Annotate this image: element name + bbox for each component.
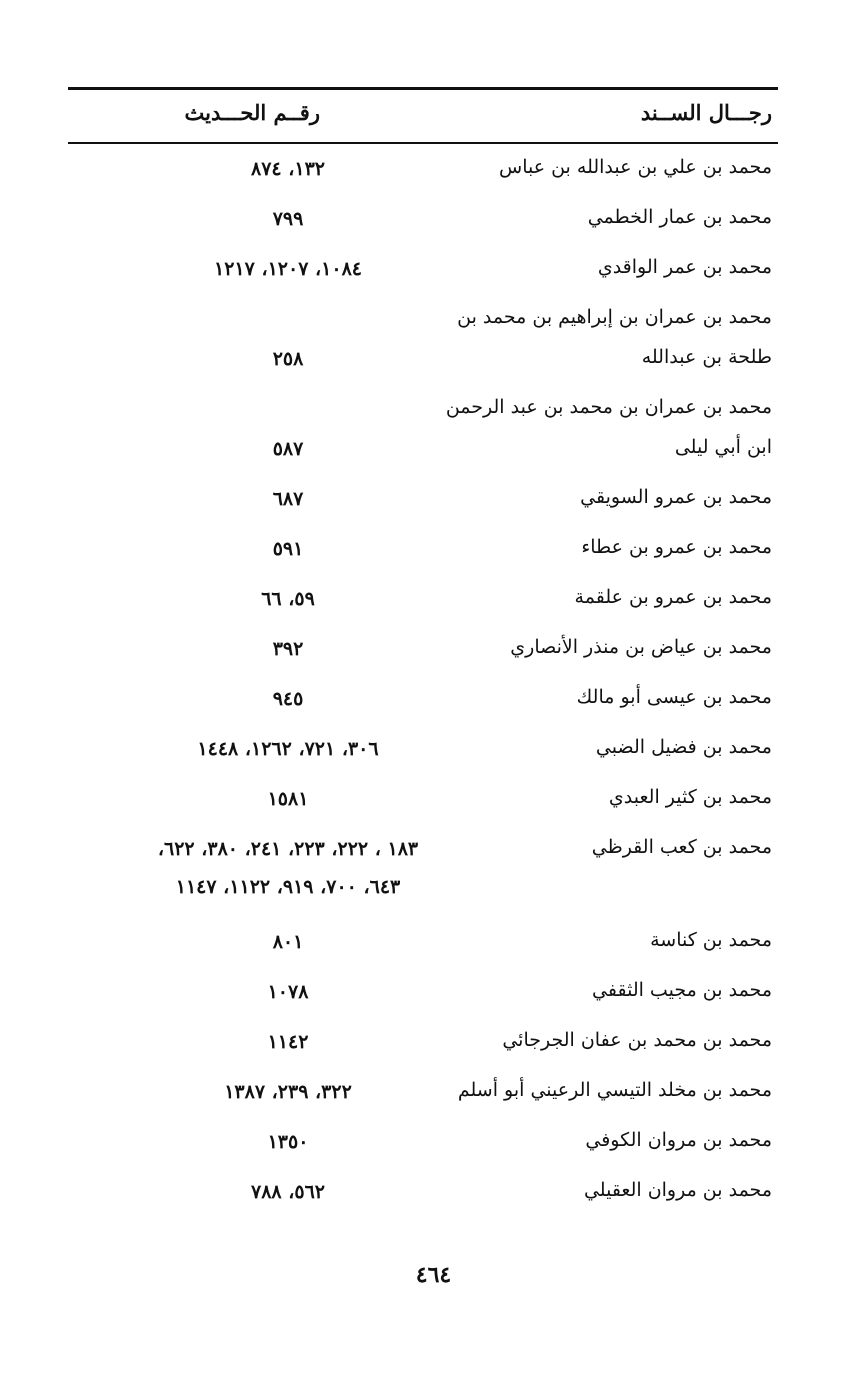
hadith-numbers: ٢٥٨ — [272, 348, 304, 370]
hadith-numbers: ٦٨٧ — [272, 488, 304, 510]
header-narrators: رجـــال الســند — [640, 100, 772, 125]
list-item — [68, 1023, 778, 1073]
hadith-numbers: ١٨٣ ، ٢٢٢، ٢٢٣، ٢٤١، ٣٨٠، ٦٢٢، — [157, 838, 419, 860]
narrator-name: محمد بن محمد بن عفان الجرجائي — [502, 1029, 772, 1051]
narrator-name: محمد بن عمران بن إبراهيم بن محمد بن — [457, 306, 772, 328]
hadith-numbers: ١١٤٢ — [267, 1031, 309, 1053]
narrator-name: محمد بن عياض بن منذر الأنصاري — [510, 636, 772, 658]
hadith-numbers: ٨٠١ — [272, 931, 304, 953]
list-item — [68, 300, 778, 390]
narrator-name: محمد بن مخلد التيسي الرعيني أبو أسلم — [457, 1079, 772, 1101]
narrator-name: محمد بن فضيل الضبي — [595, 736, 772, 758]
narrator-name: محمد بن علي بن عبدالله بن عباس — [499, 156, 772, 178]
list-item — [68, 1173, 778, 1223]
list-item — [68, 680, 778, 730]
narrator-name: محمد بن مروان الكوفي — [585, 1129, 772, 1151]
narrator-name: محمد بن مجيب الثقفي — [592, 979, 772, 1001]
list-item — [68, 730, 778, 780]
narrator-list — [68, 150, 778, 1223]
hadith-numbers: ٣٠٦، ٧٢١، ١٢٦٢، ١٤٤٨ — [197, 738, 379, 760]
hadith-numbers: ٥٨٧ — [272, 438, 304, 460]
list-item — [68, 250, 778, 300]
header-hadith-number: رقــم الحـــديث — [184, 100, 320, 125]
page-number: ٤٦٤ — [415, 1262, 452, 1288]
list-item — [68, 1123, 778, 1173]
list-item — [68, 973, 778, 1023]
top-rule — [68, 87, 778, 90]
list-item — [68, 830, 778, 923]
narrator-name: محمد بن عمرو بن علقمة — [574, 586, 772, 608]
narrator-name-continued: ابن أبي ليلى — [674, 436, 772, 458]
hadith-numbers: ٩٤٥ — [272, 688, 304, 710]
list-item — [68, 530, 778, 580]
hadith-numbers: ١٥٨١ — [267, 788, 309, 810]
list-item — [68, 1073, 778, 1123]
table-header — [68, 96, 778, 136]
narrator-name: محمد بن كعب القرظي — [591, 836, 772, 858]
narrator-name-continued: طلحة بن عبدالله — [641, 346, 772, 368]
narrator-name: محمد بن عمر الواقدي — [597, 256, 772, 278]
hadith-numbers: ١٣٢، ٨٧٤ — [251, 158, 325, 180]
hadith-numbers: ٥٦٢، ٧٨٨ — [251, 1181, 325, 1203]
list-item — [68, 630, 778, 680]
hadith-numbers: ٧٩٩ — [272, 208, 304, 230]
hadith-numbers: ١٣٥٠ — [267, 1131, 309, 1153]
list-item — [68, 150, 778, 200]
narrator-name: محمد بن عمرو السويقي — [580, 486, 772, 508]
hadith-numbers: ١٠٧٨ — [267, 981, 309, 1003]
list-item — [68, 390, 778, 480]
narrator-name: محمد بن عمرو بن عطاء — [581, 536, 772, 558]
hadith-numbers: ٥٩، ٦٦ — [261, 588, 315, 610]
hadith-numbers: ٥٩١ — [272, 538, 304, 560]
narrator-name: محمد بن كناسة — [650, 929, 772, 951]
list-item — [68, 923, 778, 973]
list-item — [68, 480, 778, 530]
hadith-numbers-continued: ٦٤٣، ٧٠٠، ٩١٩، ١١٢٢، ١١٤٧ — [175, 876, 401, 898]
list-item — [68, 580, 778, 630]
hadith-numbers: ١٠٨٤، ١٢٠٧، ١٢١٧ — [214, 258, 362, 280]
narrator-name: محمد بن كثير العبدي — [608, 786, 772, 808]
narrator-name: محمد بن مروان العقيلي — [583, 1179, 772, 1201]
hadith-numbers: ٣٢٢، ٢٣٩، ١٣٨٧ — [224, 1081, 352, 1103]
list-item — [68, 200, 778, 250]
list-item — [68, 780, 778, 830]
narrator-name: محمد بن عمار الخطمي — [587, 206, 772, 228]
narrator-name: محمد بن عمران بن محمد بن عبد الرحمن — [445, 396, 772, 418]
hadith-numbers: ٣٩٢ — [272, 638, 304, 660]
header-rule — [68, 142, 778, 144]
narrator-name: محمد بن عيسى أبو مالك — [576, 686, 772, 708]
